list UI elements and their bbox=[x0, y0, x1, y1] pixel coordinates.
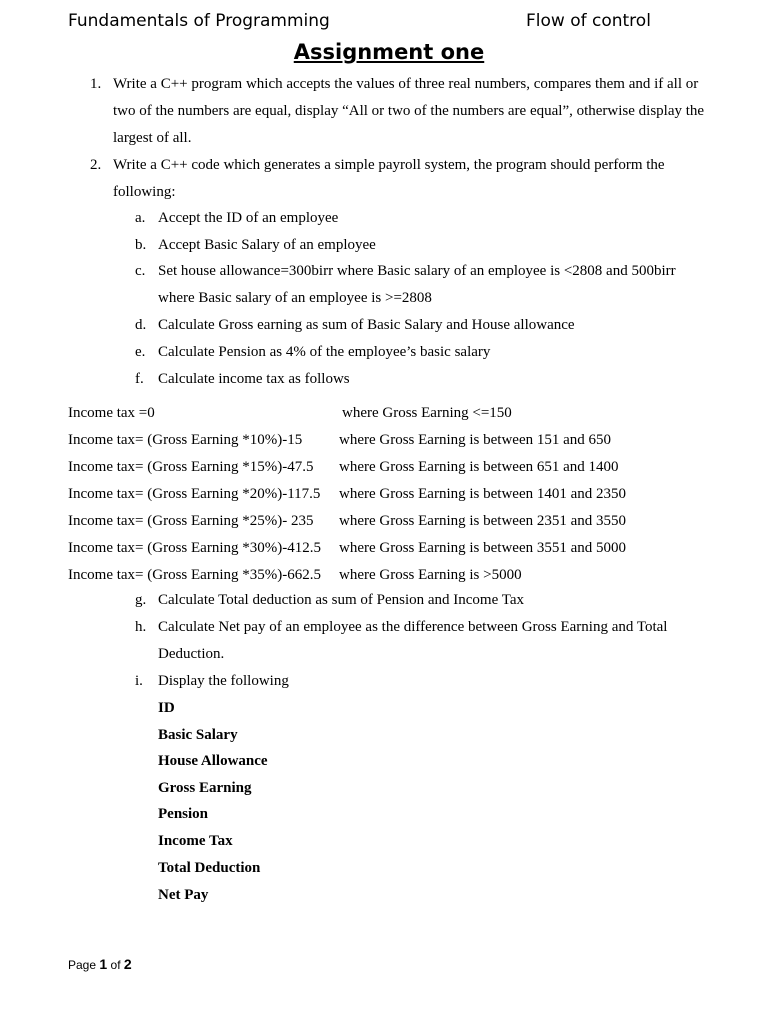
sub-item-text: Calculate Pension as 4% of the employee’s basic salary bbox=[158, 344, 491, 360]
tax-formula: Income tax= (Gross Earning *20%)-117.5 bbox=[68, 486, 321, 502]
tax-formula: Income tax =0 bbox=[68, 405, 155, 421]
sub-item-text: Set house allowance=300birr where Basic salary of an employee is <2808 and 500birr bbox=[158, 263, 676, 279]
question-text-line: following: bbox=[113, 184, 176, 200]
question-text-line: largest of all. bbox=[113, 130, 192, 146]
sub-item-text: Calculate Total deduction as sum of Pension and Income Tax bbox=[158, 592, 525, 608]
sub-item-text: where Basic salary of an employee is >=2808 bbox=[158, 290, 432, 306]
display-field: Basic Salary bbox=[158, 727, 238, 743]
display-field: ID bbox=[158, 700, 175, 716]
tax-condition: where Gross Earning is >5000 bbox=[339, 567, 522, 583]
page-word: Page bbox=[68, 958, 97, 972]
tax-condition: where Gross Earning is between 651 and 1400 bbox=[339, 459, 619, 475]
question-text-line: Write a C++ code which generates a simple payroll system, the program should perform the bbox=[113, 157, 665, 173]
display-field: Total Deduction bbox=[158, 860, 261, 876]
question-number: 2. bbox=[90, 157, 102, 173]
tax-formula: Income tax= (Gross Earning *30%)-412.5 bbox=[68, 540, 321, 556]
sub-item-text: Accept Basic Salary of an employee bbox=[158, 237, 376, 253]
tax-condition: where Gross Earning <=150 bbox=[342, 405, 512, 421]
question-number: 1. bbox=[90, 76, 102, 92]
tax-condition: where Gross Earning is between 3551 and 5000 bbox=[339, 540, 627, 556]
total-pages: 2 bbox=[123, 956, 132, 972]
sub-item-text: Display the following bbox=[158, 673, 289, 689]
question-text-line: two of the numbers are equal, display “All or two of the numbers are equal”, otherwise display the bbox=[113, 103, 705, 119]
sub-item-text: Calculate Gross earning as sum of Basic Salary and House allowance bbox=[158, 317, 575, 333]
header-course-title: Fundamentals of Programming bbox=[68, 11, 330, 31]
display-field: House Allowance bbox=[158, 753, 268, 769]
sub-item-letter: c. bbox=[135, 263, 146, 279]
sub-item-letter: i. bbox=[135, 673, 143, 689]
sub-item-letter: g. bbox=[135, 592, 147, 608]
sub-item-text: Accept the ID of an employee bbox=[158, 210, 339, 226]
header-topic: Flow of control bbox=[526, 11, 651, 31]
current-page: 1 bbox=[99, 956, 108, 972]
sub-item-letter: d. bbox=[135, 317, 147, 333]
tax-formula: Income tax= (Gross Earning *25%)- 235 bbox=[68, 513, 314, 529]
tax-formula: Income tax= (Gross Earning *35%)-662.5 bbox=[68, 567, 321, 583]
tax-formula: Income tax= (Gross Earning *15%)-47.5 bbox=[68, 459, 314, 475]
page-title: Assignment one bbox=[293, 40, 485, 64]
sub-item-letter: b. bbox=[135, 237, 147, 253]
sub-item-letter: e. bbox=[135, 344, 146, 360]
sub-item-text: Calculate Net pay of an employee as the difference between Gross Earning and Total bbox=[158, 619, 668, 635]
page-number-footer bbox=[68, 956, 132, 972]
tax-condition: where Gross Earning is between 1401 and 2350 bbox=[339, 486, 627, 502]
question-text-line: Write a C++ program which accepts the values of three real numbers, compares them and if all or bbox=[113, 76, 699, 92]
display-field: Gross Earning bbox=[158, 780, 252, 796]
tax-formula: Income tax= (Gross Earning *10%)-15 bbox=[68, 432, 303, 448]
sub-item-letter: h. bbox=[135, 619, 147, 635]
display-field: Net Pay bbox=[158, 887, 209, 903]
sub-item-letter: a. bbox=[135, 210, 146, 226]
sub-item-letter: f. bbox=[135, 371, 144, 387]
sub-item-text: Calculate income tax as follows bbox=[158, 371, 350, 387]
tax-condition: where Gross Earning is between 2351 and 3550 bbox=[339, 513, 627, 529]
of-word: of bbox=[110, 958, 121, 972]
display-field: Income Tax bbox=[158, 833, 233, 849]
display-field: Pension bbox=[158, 806, 209, 822]
tax-condition: where Gross Earning is between 151 and 650 bbox=[339, 432, 612, 448]
sub-item-text: Deduction. bbox=[158, 646, 225, 662]
